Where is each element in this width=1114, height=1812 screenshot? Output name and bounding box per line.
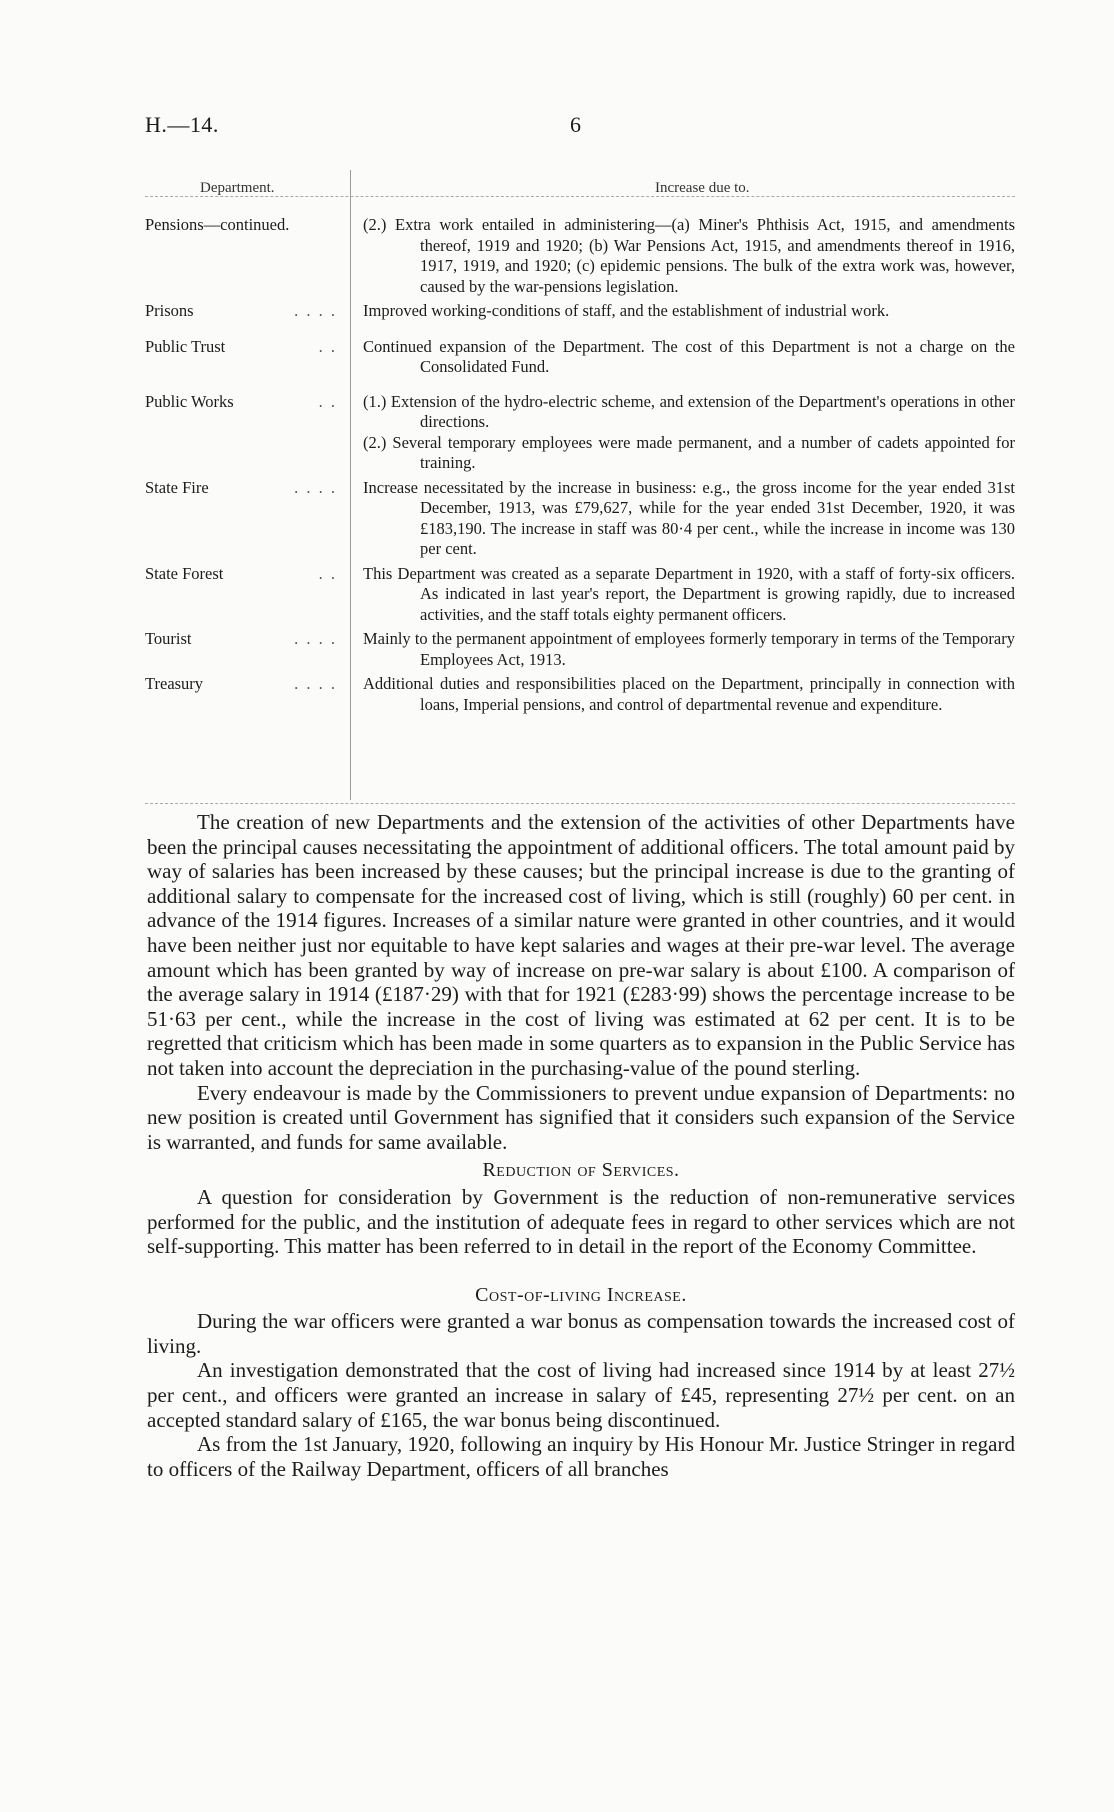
- paragraph-endeavour: Every endeavour is made by the Commissioners to prevent undue expansion of Departments: no new position is created until Government has signified that it considers such expansion of the Service is warranted, and funds for same available.: [147, 1080, 1015, 1154]
- table-row: Treasury . . . . Additional duties and responsibilities placed on the Department, principally in connection with loans, Imperial pensions, and control of departmental revenue and expenditure.: [145, 674, 1015, 714]
- department-name: State Fire: [145, 477, 209, 497]
- department-name: Tourist: [145, 629, 192, 648]
- table-row: Public Works . . (1.) Extension of the hydro-electric scheme, and extension of the Department's operations in other directions.: [145, 391, 1015, 431]
- table-row: Tourist . . . . Mainly to the permanent appointment of employees formerly temporary in terms of the Temporary Employees Act, 1913.: [145, 629, 1015, 669]
- table-row: State Forest . . This Department was created as a separate Department in 1920, with a staff of forty-six officers. As indicated in last year's report, the Department is growing rapidly, due to increased activities, and the staff totals eighty permanent officers.: [145, 563, 1015, 624]
- table-row: [145, 215, 1015, 297]
- page-number: 6: [570, 112, 582, 137]
- increase-reason: Continued expansion of the Department. The cost of this Department is not a charge on the Consolidated Fund.: [363, 336, 1015, 376]
- column-header-department: Department.: [200, 180, 275, 196]
- increase-reason: (2.) Several temporary employees were made permanent, and a number of cadets appointed for training.: [363, 432, 1015, 472]
- paragraph-investigation: An investigation demonstrated that the cost of living had increased since 1914 by at least 27½ per cent., and officers were granted an increase in salary of £45, representing 27½ per cent. on an accepted standard salary of £165, the war bonus being discontinued.: [147, 1358, 1015, 1432]
- increase-table: [145, 170, 1015, 715]
- department-name: State Forest: [145, 563, 224, 583]
- section-heading-reduction: Reduction of Services.: [482, 1159, 680, 1182]
- increase-reason: Improved working-conditions of staff, and the establishment of industrial work.: [363, 301, 890, 320]
- section-heading-cost-of-living: Cost-of-living Increase.: [475, 1283, 687, 1306]
- department-name: Pensions—continued.: [145, 215, 290, 234]
- table-bottom-rule: [145, 803, 1015, 804]
- body-text: [147, 810, 1015, 1481]
- department-name: Public Trust: [145, 336, 226, 356]
- paragraph-railway: As from the 1st January, 1920, following an inquiry by His Honour Mr. Justice Stringer in regard to officers of the Railway Department, officers of all branches: [147, 1432, 1015, 1481]
- increase-reason: Additional duties and responsibilities placed on the Department, principally in connection with loans, Imperial pensions, and control of departmental revenue and expenditure.: [363, 674, 1015, 714]
- table-row: State Fire . . . . Increase necessitated by the increase in business: e.g., the gross income for the year ended 31st December, 1913, was £79,627, while for the year ended 31st December, 1920, it was £183,190. The increase in staff was 80·4 per cent., while the increase in income was 130 per cent.: [145, 477, 1015, 558]
- table-row: Public Trust . . Continued expansion of the Department. The cost of this Department is not a charge on the Consolidated Fund.: [145, 336, 1015, 376]
- department-name: Prisons: [145, 301, 194, 320]
- paragraph-reduction: A question for consideration by Government is the reduction of non-remunerative services performed for the public, and the institution of adequate fees in regard to other services which are not self-supporting. This matter has been referred to in detail in the report of the Economy Committee.: [147, 1184, 1015, 1259]
- department-name: Public Works: [145, 391, 234, 411]
- column-header-increase: Increase due to.: [655, 180, 750, 196]
- paragraph-departments: The creation of new Departments and the extension of the activities of other Departments have been the principal causes necessitating the appointment of additional officers. The total amount paid by way of salaries has been increased by these causes; but the principal increase is due to the granting of additional salary to compensate for the increased cost of living, which is still (roughly) 60 per cent. in advance of the 1914 figures. Increases of a similar nature were granted in other countries, and it would have been neither just nor equitable to have kept salaries and wages at their pre-war level. The average amount which has been granted by way of increase on pre-war salary is about £100. A comparison of the average salary in 1914 (£187·29) with that for 1921 (£283·99) shows the percentage increase to be 51·63 per cent., while the increase in the cost of living was estimated at 62 per cent. It is to be regretted that criticism which has been made in some quarters as to expansion in the Public Service has not taken into account the depreciation in the purchasing-value of the pound sterling.: [147, 810, 1015, 1080]
- department-name: Treasury: [145, 674, 204, 693]
- increase-reason: (2.) Extra work entailed in administering—(a) Miner's Phthisis Act, 1915, and amendments thereof, 1919 and 1920; (b) War Pensions Act, 1915, and amendments thereof in 1916, 1917, 1919, and 1920; (c) epidemic pensions. The bulk of the extra work was, however, caused by the war-pensions legislation.: [363, 215, 1015, 296]
- table-row: Prisons . . . . Improved working-conditions of staff, and the establishment of industrial work.: [145, 301, 1015, 322]
- table-header: [145, 170, 1015, 197]
- increase-reason: This Department was created as a separate Department in 1920, with a staff of forty-six officers. As indicated in last year's report, the Department is growing rapidly, due to increased activities, and the staff totals eighty permanent officers.: [363, 563, 1015, 624]
- document-code: H.—14.: [145, 112, 219, 137]
- table-body: [145, 197, 1015, 715]
- increase-reason: Mainly to the permanent appointment of employees formerly temporary in terms of the Temporary Employees Act, 1913.: [363, 629, 1015, 669]
- increase-reason: (1.) Extension of the hydro-electric scheme, and extension of the Department's operations in other directions.: [363, 391, 1015, 431]
- increase-reason: Increase necessitated by the increase in business: e.g., the gross income for the year ended 31st December, 1913, was £79,627, while for the year ended 31st December, 1920, it was £183,190. The increase in staff was 80·4 per cent., while the increase in income was 130 per cent.: [363, 477, 1015, 558]
- paragraph-war-bonus: During the war officers were granted a war bonus as compensation towards the increased cost of living.: [147, 1309, 1015, 1358]
- table-row: [145, 433, 1015, 474]
